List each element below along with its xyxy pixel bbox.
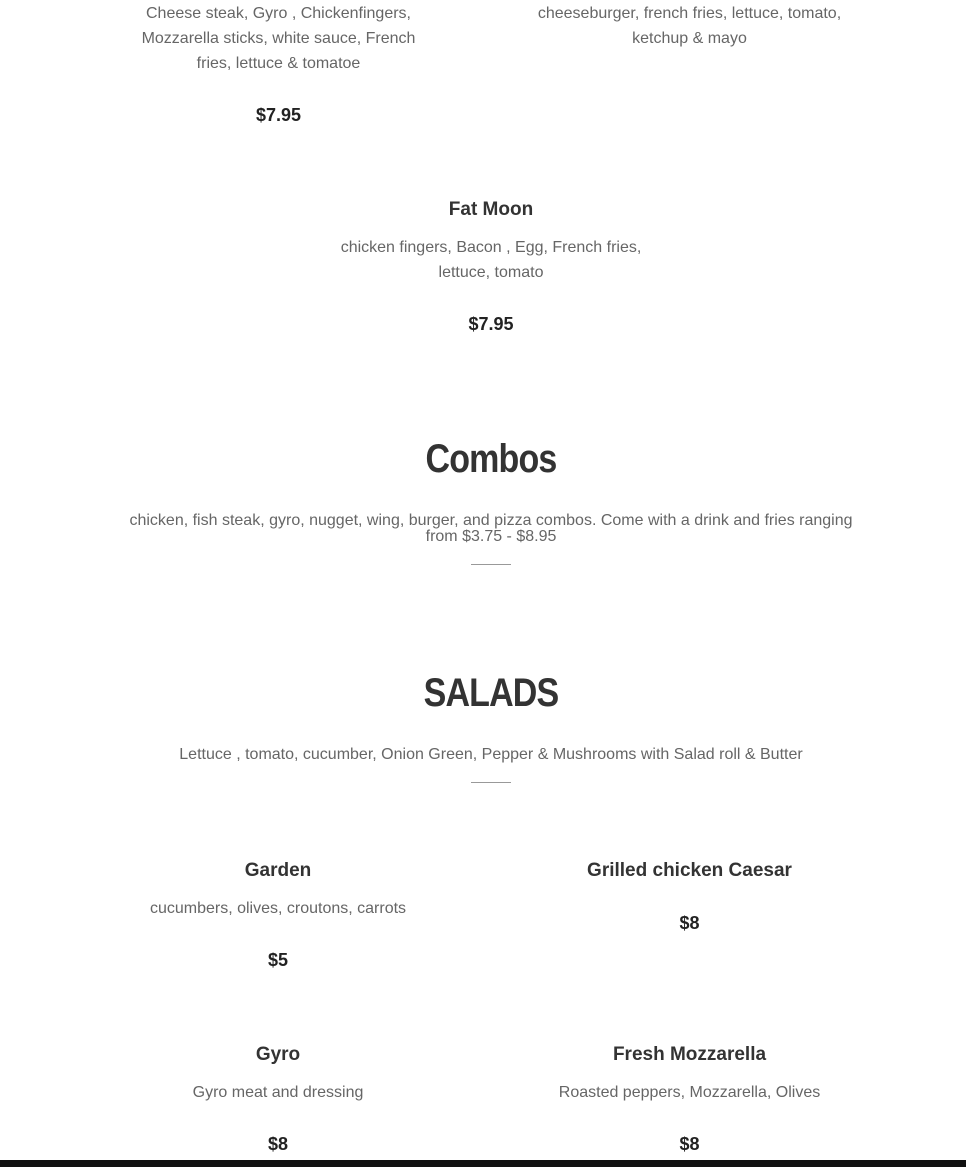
salad-item-price: $8 <box>679 1134 700 1154</box>
salads-divider <box>471 782 511 783</box>
salad-item-price: $8 <box>679 913 700 933</box>
footer-bar <box>0 1160 966 1167</box>
top-right-item-description: cheeseburger, french fries, lettuce, tomato, ketchup & mayo <box>537 5 842 47</box>
salad-item-name: Grilled chicken Caesar <box>587 860 792 881</box>
salad-item-name: Fresh Mozzarella <box>612 1044 767 1065</box>
salads-section-description: Lettuce , tomato, cucumber, Onion Green, Pepper & Mushrooms with Salad roll & Butter <box>179 746 803 763</box>
salad-item-name: Gyro <box>255 1044 301 1065</box>
combos-section-description: chicken, fish steak, gyro, nugget, wing, burger, and pizza combos. Come with a drink and fries ranging from $3.75 - $8.95 <box>129 512 853 545</box>
salad-item-description: cucumbers, olives, croutons, carrots <box>149 900 407 917</box>
salad-item-price: $5 <box>267 950 289 970</box>
fat-moon-price: $7.95 <box>468 314 514 334</box>
top-left-item-description: Cheese steak, Gyro , Chickenfingers, Mozzarella sticks, white sauce, French fries, lettuce & tomatoe <box>141 5 416 72</box>
salad-item-price: $8 <box>267 1134 289 1154</box>
salad-item-description: Gyro meat and dressing <box>192 1084 364 1101</box>
combos-divider <box>471 564 511 565</box>
fat-moon-name: Fat Moon <box>448 199 534 220</box>
combos-section-title: Combos <box>425 437 557 481</box>
salads-section-title: SALADS <box>423 671 559 715</box>
salad-item-name: Garden <box>244 860 312 881</box>
fat-moon-description: chicken fingers, Bacon , Egg, French fries, lettuce, tomato <box>340 239 642 281</box>
top-left-item-price: $7.95 <box>255 105 302 125</box>
salad-item-description: Roasted peppers, Mozzarella, Olives <box>558 1084 821 1101</box>
